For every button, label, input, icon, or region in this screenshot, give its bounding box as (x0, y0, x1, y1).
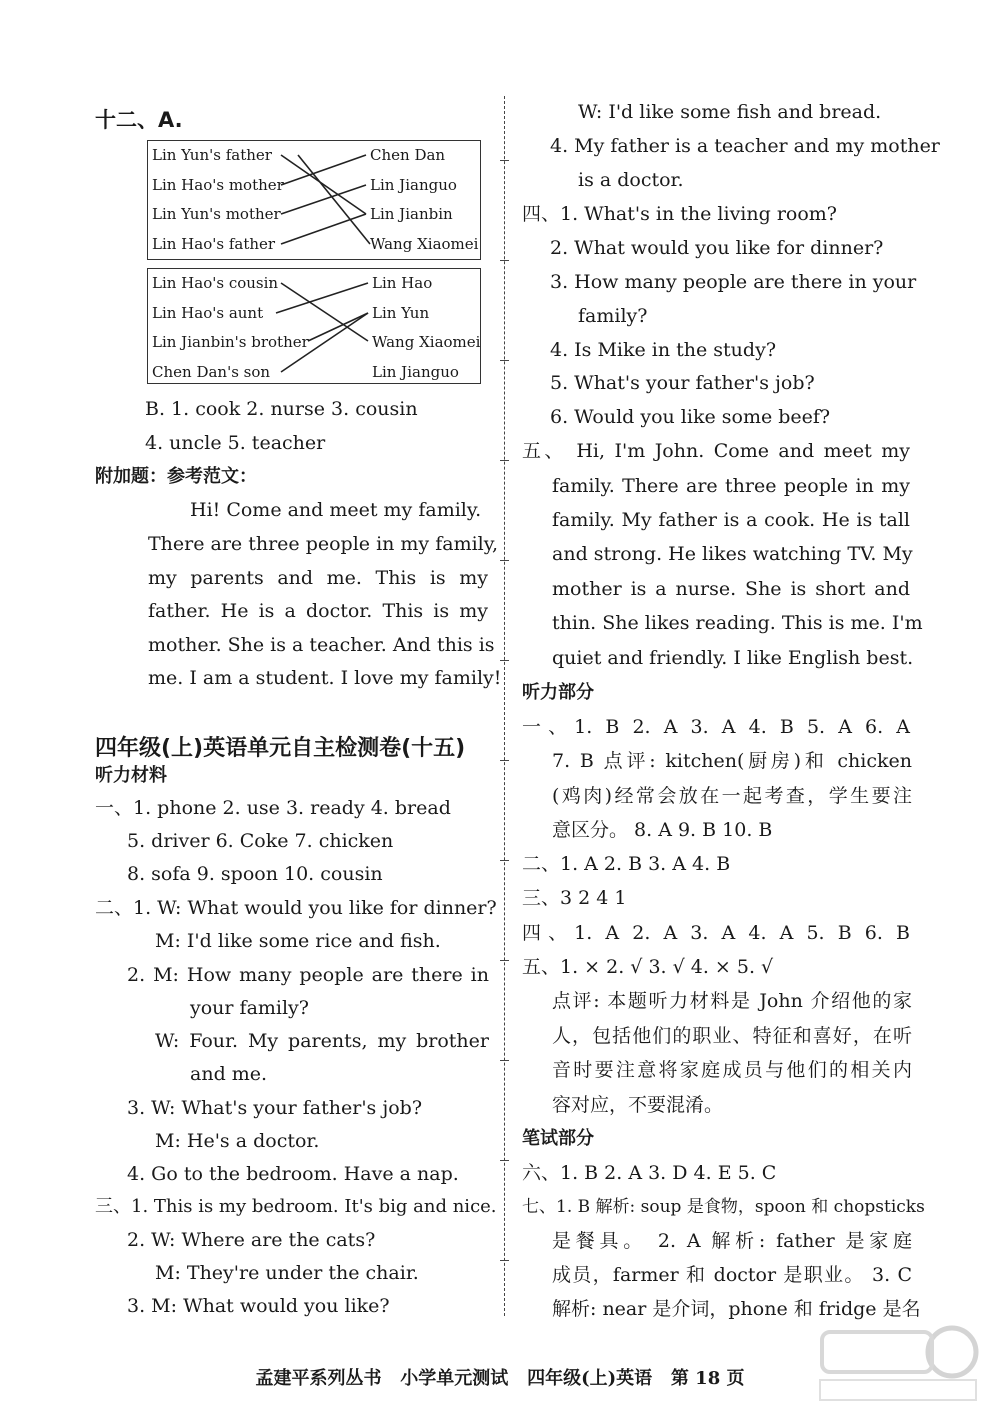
matching-box-2 (147, 268, 481, 384)
s12-part-b-line2: 4. uncle 5. teacher (145, 432, 326, 454)
right-line-3: is a doctor. (578, 169, 684, 191)
right-line-25: 四、1. A 2. A 3. A 4. A 5. B 6. B (522, 922, 910, 944)
right-line-32: 六、1. B 2. A 3. D 4. E 5. C (522, 1162, 777, 1184)
left-line-14: 2. W: Where are the cats? (127, 1229, 376, 1251)
section-12-title: 十二、A. (95, 108, 183, 132)
watermark-logo (812, 1324, 982, 1408)
right-line-10: 6. Would you like some beef? (550, 406, 831, 428)
right-line-24: 三、3 2 4 1 (522, 887, 627, 909)
divider-tick (500, 860, 509, 861)
right-line-28: 人，包括他们的职业、特征和喜好，在听 (552, 1025, 912, 1047)
right-line-22: 意区分。 8. A 9. B 10. B (552, 819, 773, 841)
listening-material-heading: 听力材料 (95, 765, 167, 786)
right-line-20: 7. B 点评: kitchen(厨房)和 chicken (552, 750, 912, 772)
right-line-4: 四、1. What's in the living room? (522, 203, 837, 225)
right-line-29: 音时要注意将家庭成员与他们的相关内 (552, 1059, 912, 1081)
divider-tick (500, 160, 509, 161)
match2-right-4: Lin Jianguo (372, 363, 459, 381)
right-line-16: thin. She likes reading. This is me. I'm (552, 612, 923, 634)
right-line-33: 七、1. B 解析: soup 是食物，spoon 和 chopsticks (522, 1197, 925, 1217)
left-line-13: 三、1. This is my bedroom. It's big and nice. (95, 1196, 497, 1217)
match2-left-2: Lin Hao's aunt (152, 304, 264, 322)
right-line-14: and strong. He likes watching TV. My (552, 543, 913, 565)
right-line-6: 3. How many people are there in your (550, 271, 917, 293)
right-line-9: 5. What's your father's job? (550, 372, 815, 394)
right-line-26: 五、1. × 2. √ 3. √ 4. × 5. √ (522, 956, 774, 978)
right-line-15: mother is a nurse. She is short and (552, 578, 910, 600)
match2-left-1: Lin Hao's cousin (152, 274, 279, 292)
match1-left-2: Lin Hao's mother (152, 176, 284, 194)
unit-title: 四年级(上)英语单元自主检测卷(十五) (95, 736, 466, 761)
divider-tick (500, 760, 509, 761)
essay-line-5: mother. She is a teacher. And this is (148, 634, 495, 656)
match1-left-1: Lin Yun's father (152, 146, 272, 164)
left-line-11: M: He's a doctor. (155, 1130, 320, 1152)
matching-box-1 (147, 140, 481, 260)
left-line-9: and me. (190, 1063, 268, 1085)
left-line-15: M: They're under the chair. (155, 1262, 419, 1284)
essay-line-1: Hi! Come and meet my family. (190, 499, 482, 521)
match1-right-4: Wang Xiaomei (370, 235, 479, 253)
written-section-heading: 笔试部分 (522, 1128, 594, 1149)
match1-left-3: Lin Yun's mother (152, 205, 281, 223)
divider-tick (500, 260, 509, 261)
match2-right-3: Wang Xiaomei (372, 333, 481, 351)
right-line-36: 解析: near 是介词，phone 和 fridge 是名 (552, 1298, 921, 1320)
right-line-27: 点评: 本题听力材料是 John 介绍他的家 (552, 990, 912, 1012)
left-line-4: 二、1. W: What would you like for dinner? (95, 897, 497, 919)
right-line-23: 二、1. A 2. B 3. A 4. B (522, 853, 731, 875)
match2-left-4: Chen Dan's son (152, 363, 271, 381)
match1-right-1: Chen Dan (370, 146, 446, 164)
right-line-13: family. My father is a cook. He is tall (552, 509, 910, 531)
left-line-2: 5. driver 6. Coke 7. chicken (127, 830, 394, 852)
right-line-5: 2. What would you like for dinner? (550, 237, 884, 259)
left-line-12: 4. Go to the bedroom. Have a nap. (127, 1163, 459, 1185)
match1-left-4: Lin Hao's father (152, 235, 276, 253)
match2-right-1: Lin Hao (372, 274, 433, 292)
match1-right-3: Lin Jianbin (370, 205, 453, 223)
left-line-16: 3. M: What would you like? (127, 1295, 390, 1317)
left-line-6: 2. M: How many people are there in (127, 964, 489, 986)
left-line-5: M: I'd like some rice and fish. (155, 930, 441, 952)
page-footer: 孟建平系列丛书 小学单元测试 四年级(上)英语 第 18 页 (255, 1368, 745, 1389)
left-line-1: 一、1. phone 2. use 3. ready 4. bread (95, 797, 451, 819)
right-line-34: 是餐具。 2. A 解析: father 是家庭 (552, 1230, 912, 1252)
right-line-17: quiet and friendly. I like English best. (552, 647, 914, 669)
column-divider (504, 96, 505, 1316)
extra-question-title: 附加题：参考范文： (95, 466, 257, 487)
right-line-35: 成员，farmer 和 doctor 是职业。 3. C (552, 1264, 912, 1286)
right-line-8: 4. Is Mike in the study? (550, 339, 777, 361)
left-line-3: 8. sofa 9. spoon 10. cousin (127, 863, 383, 885)
right-line-12: family. There are three people in my (552, 475, 910, 497)
divider-tick (500, 660, 509, 661)
divider-tick (500, 960, 509, 961)
left-line-10: 3. W: What's your father's job? (127, 1097, 423, 1119)
divider-tick (500, 1260, 509, 1261)
s12-part-b-line1: B. 1. cook 2. nurse 3. cousin (145, 398, 418, 420)
right-line-1: W: I'd like some fish and bread. (578, 101, 882, 123)
match2-right-2: Lin Yun (372, 304, 430, 322)
right-line-21: (鸡肉)经常会放在一起考查，学生要注 (552, 785, 912, 807)
match1-right-2: Lin Jianguo (370, 176, 457, 194)
essay-line-2: There are three people in my family, (148, 533, 498, 555)
listening-section-heading: 听力部分 (522, 682, 594, 703)
right-line-11: 五、 Hi, I'm John. Come and meet my (522, 440, 910, 462)
essay-line-3: my parents and me. This is my (148, 567, 488, 589)
right-line-19: 一、1. B 2. A 3. A 4. B 5. A 6. A (522, 716, 910, 738)
divider-tick (500, 560, 509, 561)
right-line-2: 4. My father is a teacher and my mother (550, 135, 940, 157)
right-line-7: family? (578, 305, 648, 327)
divider-tick (500, 1060, 509, 1061)
divider-tick (500, 1160, 509, 1161)
divider-tick (500, 460, 509, 461)
essay-line-4: father. He is a doctor. This is my (148, 600, 488, 622)
right-line-30: 容对应，不要混淆。 (552, 1094, 724, 1116)
essay-line-6: me. I am a student. I love my family! (148, 667, 502, 689)
left-line-7: your family? (190, 997, 309, 1019)
divider-tick (500, 360, 509, 361)
match2-left-3: Lin Jianbin's brother (152, 333, 309, 351)
left-line-8: W: Four. My parents, my brother (155, 1030, 489, 1052)
